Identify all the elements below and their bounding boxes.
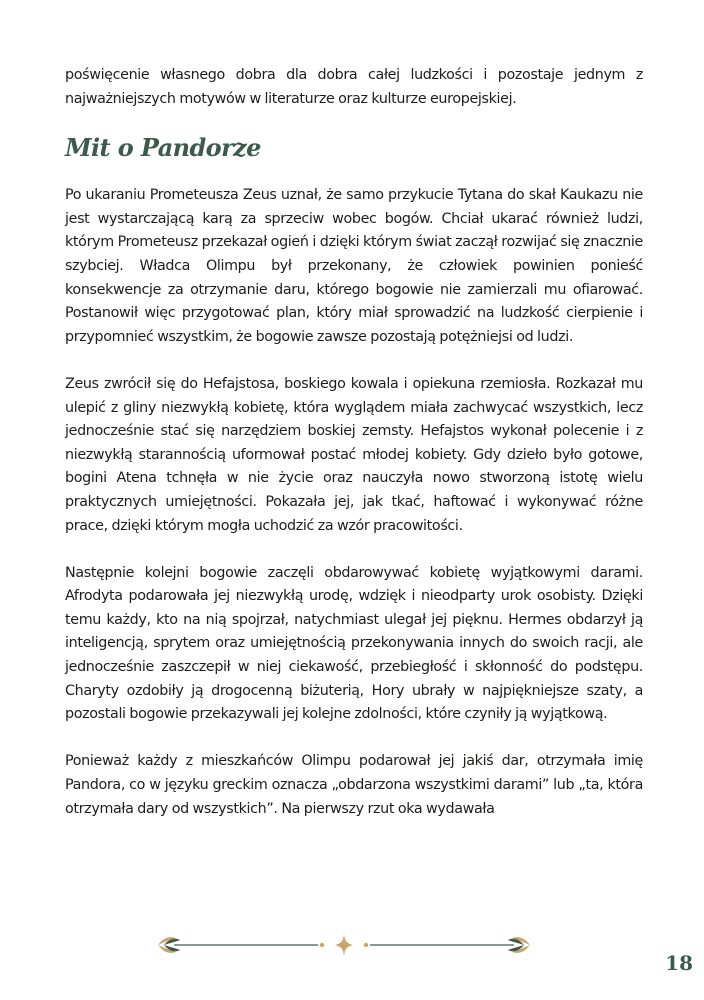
footer-ornament <box>150 928 538 962</box>
body-paragraph-4: Ponieważ każdy z mieszkańców Olimpu podarował jej jakiś dar, otrzymała imię Pandora, co w języku greckim oznacza „obdarzona wszystkimi darami” lub „ta, która otrzymała dary od wszystkich”. Na pierwszy rzut oka wydawała <box>65 753 643 817</box>
section-title: Mit o Pandorze <box>65 133 261 163</box>
page-content <box>65 64 643 821</box>
star-icon <box>335 934 353 956</box>
body-paragraph-2: Zeus zwrócił się do Hefajstosa, boskiego kowala i opiekuna rzemiosła. Rozkazał mu ulepić z gliny niezwykłą kobietę, która wyglądem miała zachwycać wszystkich, lecz jednocześnie stać się narzędziem boskiej zemsty. Hefajstos wykonał polecenie i z niezwykłą starannością uformował postać młodej kobiety. Gdy dzieło było gotowe, bogini Atena tchnęła w nie życie oraz nauczyła nowo stworzoną istotę wielu praktycznych umiejętności. Pokazała jej, jak tkać, haftować i wykonywać różne prace, dzięki którym mogła uchodzić za wzór pracowitości. <box>65 375 643 534</box>
page-number: 18 <box>665 951 693 975</box>
body-paragraph-1: Po ukaraniu Prometeusza Zeus uznał, że samo przykucie Tytana do skał Kaukazu nie jest wystarczającą karą za sprzeciw wobec bogów. Chciał ukarać również ludzi, którym Prometeusz przekazał ogień i dzięki którym świat zaczął rozwijać się znacznie szybciej. Władca Olimpu był przekonany, że człowiek powinien ponieść konsekwencje za otrzymanie daru, którego bogowie nie zamierzali mu ofiarować. Postanowił więc przygotować plan, który miał sprowadzić na ludzkość cierpienie i przypomnieć wszystkim, że bogowie zawsze pozostają potężniejsi od ludzi. <box>65 187 643 345</box>
body-paragraph-3: Następnie kolejni bogowie zaczęli obdarowywać kobietę wyjątkowymi darami. Afrodyta podarowała jej niezwykłą urodę, wdzięk i nieodparty urok osobisty. Dzięki temu każdy, kto na nią spojrzał, natychmiast ulegał jej pięknu. Hermes obdarzył ją inteligencją, sprytem oraz umiejętnością przekonywania innych do swoich racji, ale jednocześnie zaszczepił w niej ciekawość, przebiegłość i skłonność do podstępu. Charyty ozdobiły ją drogocenną biżuterią, Hory ubrały w najpiękniejsze szaty, a pozostali bogowie przekazywali jej kolejne zdolności, które czyniły ją wyjątkową. <box>65 564 643 723</box>
right-dot <box>364 943 368 947</box>
intro-paragraph: poświęcenie własnego dobra dla dobra całej ludzkości i pozostaje jednym z najważniejszych motywów w literaturze oraz kulturze europejskiej. <box>65 67 643 107</box>
left-dot <box>320 943 324 947</box>
